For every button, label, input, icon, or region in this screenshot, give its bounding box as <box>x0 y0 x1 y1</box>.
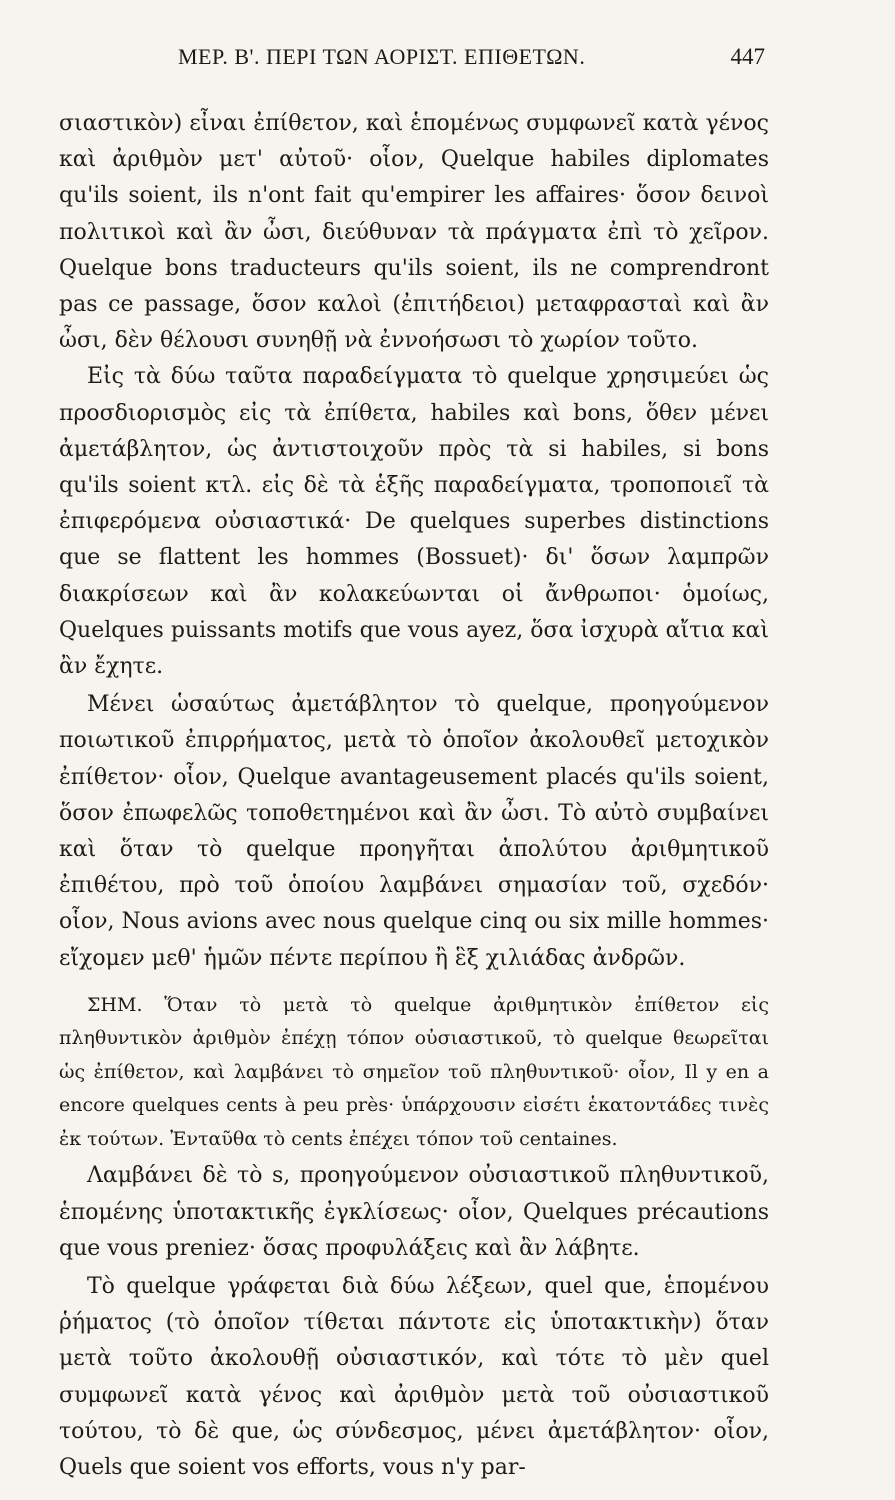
body-text <box>59 106 769 1486</box>
paragraph: Τὸ quelque γράφεται διὰ δύω λέξεων, quel que, ἑπομένου ῥήματος (τὸ ὁποῖον τίθεται πάντοτε εἰς ὑποτακτικὴν) ὅταν μετὰ τοῦτο ἀκολουθῇ οὐσιαστικόν, καὶ τότε τὸ μὲν quel συμφωνεῖ κατὰ γένος καὶ ἀριθμὸν μετὰ τοῦ οὐσιαστικοῦ τούτου, τὸ δὲ que, ὡς σύνδεσμος, μένει ἀμετάβλητον· οἷον, Quels que soient vos efforts, vous n'y par- <box>59 1273 769 1480</box>
paragraph: Λαμβάνει δὲ τὸ s, προηγούμενον οὐσιαστικοῦ πληθυντικοῦ, ἑπομένης ὑποτακτικῆς ἐγκλίσεως· οἷον, Quelques précautions que vous preniez· ὅσας προφυλάξεις καὶ ἂν λάβητε. <box>59 1163 769 1261</box>
paragraph-continuation: σιαστικὸν) εἶναι ἐπίθετον, καὶ ἑπομένως συμφωνεῖ κατὰ γένος καὶ ἀριθμὸν μετ' αὐτοῦ· οἷον, Quelque habiles diplomates qu'ils soient, ils n'ont fait qu'empirer les affaires· ὅσον δεινοὶ πολιτικοὶ καὶ ἂν ὦσι, διεύθυναν τὰ πράγματα ἐπὶ τὸ χεῖρον. Quelque bons traducteurs qu'ils soient, ils ne comprendront pas ce passage, ὅσον καλοὶ (ἐπιτήδειοι) μεταφρασταὶ καὶ ἂν ὦσι, δὲν θέλουσι συνηθῇ νὰ ἐννοήσωσι τὸ χωρίον τοῦτο. <box>59 111 769 354</box>
page-header <box>150 44 765 84</box>
paragraph: Εἰς τὰ δύω ταῦτα παραδείγματα τὸ quelque χρησιμεύει ὡς προσδιορισμὸς εἰς τὰ ἐπίθετα, habiles καὶ bons, ὅθεν μένει ἀμετάβλητον, ὡς ἀντιστοιχοῦν πρὸς τὰ si habiles, si bons qu'ils soient κτλ. εἰς δὲ τὰ ἑξῆς παραδείγματα, τροποποιεῖ τὰ ἐπιφερόμενα οὐσιαστικά· De quelques superbes distinctions que se flattent les hommes (Bossuet)· δι' ὅσων λαμπρῶν διακρίσεων καὶ ἂν κολακεύωνται οἱ ἄνθρωποι· ὁμοίως, Quelques puissants motifs que vous ayez, ὅσα ἰσχυρὰ αἴτια καὶ ἂν ἔχητε. <box>59 364 769 680</box>
note-paragraph: ΣΗΜ. Ὅταν τὸ μετὰ τὸ quelque ἀριθμητικὸν ἐπίθετον εἰς πληθυντικὸν ἀριθμὸν ἐπέχῃ τόπον οὐσιαστικοῦ, τὸ quelque θεωρεῖται ὡς ἐπίθετον, καὶ λαμβάνει τὸ σημεῖον τοῦ πληθυντικοῦ· οἷον, Il y en a encore quelques cents à peu près· ὑπάρχουσιν εἰσέτι ἑκατοντάδες τινὲς ἐκ τούτων. Ἐνταῦθα τὸ cents ἐπέχει τόπον τοῦ centaines. <box>59 993 769 1150</box>
paragraph: Μένει ὡσαύτως ἀμετάβλητον τὸ quelque, προηγούμενον ποιωτικοῦ ἐπιρρήματος, μετὰ τὸ ὁποῖον ἀκολουθεῖ μετοχικὸν ἐπίθετον· οἷον, Quelque avantageusement placés qu'ils soient, ὅσον ἐπωφελῶς τοποθετημένοι καὶ ἂν ὦσι. Τὸ αὐτὸ συμβαίνει καὶ ὅταν τὸ quelque προηγῆται ἀπολύτου ἀριθμητικοῦ ἐπιθέτου, πρὸ τοῦ ὁποίου λαμβάνει σημασίαν τοῦ, σχεδόν· οἷον, Nous avions avec nous quelque cinq ou six mille hommes· εἴχομεν μεθ' ἡμῶν πέντε περίπου ἢ ἓξ χιλιάδας ἀνδρῶν. <box>59 692 769 971</box>
page-number: 447 <box>730 44 765 69</box>
running-head: ΜΕΡ. Β'. ΠΕΡΙ ΤΩΝ ΑΟΡΙΣΤ. ΕΠΙΘΕΤΩΝ. <box>178 44 586 69</box>
